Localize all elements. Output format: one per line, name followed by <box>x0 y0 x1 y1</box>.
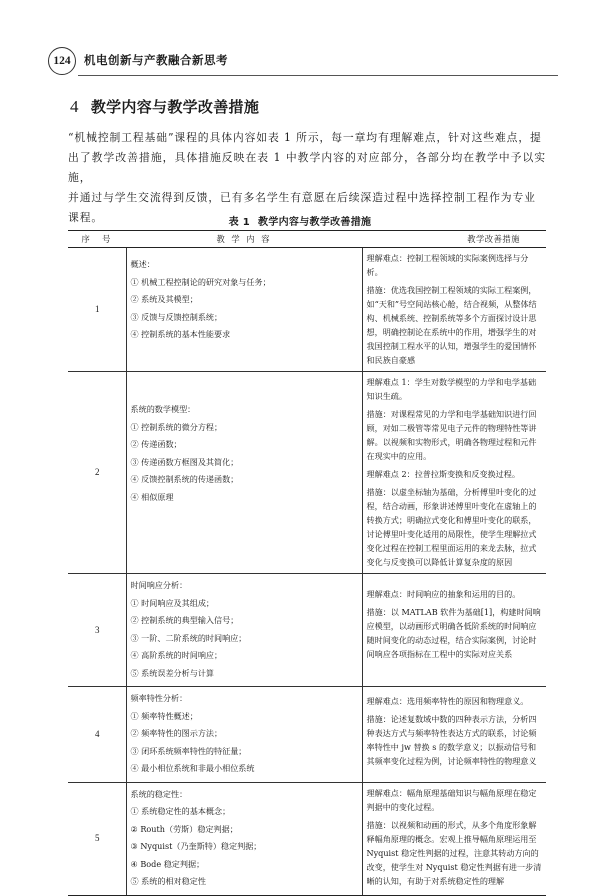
row-seq: 3 <box>68 574 126 687</box>
section-number: 4 <box>70 97 79 116</box>
row-content <box>126 782 362 895</box>
measure-paragraph: 理解难点：时间响应的抽象和运用的目的。 <box>366 589 521 599</box>
running-header <box>48 47 558 75</box>
content-item: ① 控制系统的微分方程； <box>130 421 223 432</box>
measure-paragraph: 措施：以虚坐标轴为基础，分析傅里叶变化的过程，结合动画，形象讲述傅里叶变化在虚轴上的转换方式；明确拉式变化和傅里叶变化的联系，讨论傅里叶变化适用的局限性，使学生理解拉式变化过程在控制工程里面运用的来龙去脉，拉式变化与反变换可以降低计算复杂度的原因 <box>366 487 537 567</box>
header-seq: 序 号 <box>68 231 126 248</box>
table-row <box>68 248 546 372</box>
row-content <box>126 687 362 783</box>
content-item: ① 时间响应及其组成； <box>130 597 215 608</box>
content-item: ② Routh（劳斯）稳定判据； <box>130 823 238 834</box>
row-measure <box>362 248 546 372</box>
measure-paragraph: 措施：以 MATLAB 软件为基础[1]，构建时间响应模型，以动画形式明确各低阶系统的时间响应随时间变化的动态过程，结合实际案例，讨论时间响应各项指标在工程中的实际对应关系 <box>366 607 541 659</box>
content-item: ③ 传递函数方框图及其简化； <box>130 456 239 467</box>
section-title: 教学内容与教学改善措施 <box>90 98 260 116</box>
table-row <box>68 687 546 783</box>
content-item: ③ 一阶、二阶系统的时间响应； <box>130 632 247 643</box>
header-content: 教 学 内 容 <box>126 231 362 248</box>
intro-line: 出了教学改善措施，具体措施反映在表 1 中教学内容的对应部分，各部分均在教学中予以实施， <box>68 151 546 184</box>
content-item: ④ 反馈控制系统的传递函数； <box>130 474 239 484</box>
content-item: ② 传递函数； <box>130 439 182 449</box>
content-item: ⑤ 系统的相对稳定性 <box>130 876 206 886</box>
header-rule <box>78 75 558 76</box>
content-item: ① 频率特性概述； <box>130 710 198 721</box>
table-row <box>68 372 546 574</box>
content-item: ② 系统及其模型； <box>130 294 198 304</box>
intro-line: 并通过与学生交流得到反馈，已有多名学生有意愿在后续深造过程中选择控制工程作为专业 <box>68 191 536 204</box>
measure-paragraph: 措施：对课程常见的力学和电学基础知识进行回顾，对如二极管等常见电子元件的物理特性等讲解。以视频和实物形式，明确各物理过程和元件在现实中的应用。 <box>366 409 537 461</box>
table-caption-label: 表 1 <box>228 217 251 228</box>
content-item: ② 频率特性的图示方法； <box>130 728 223 738</box>
table-caption <box>0 213 600 228</box>
row-seq: 2 <box>68 372 126 574</box>
content-item: ④ 相似原理 <box>130 491 174 502</box>
table-row <box>68 782 546 895</box>
content-item: 时间响应分析： <box>130 580 188 590</box>
content-item: 系统的数学模型： <box>130 404 196 414</box>
content-item: ④ 最小相位系统和非最小相位系统 <box>130 763 255 773</box>
measure-paragraph: 理解难点 1：学生对数学模型的力学和电学基础知识生疏。 <box>366 377 537 401</box>
row-seq: 4 <box>68 687 126 783</box>
table-caption-title: 教学内容与教学改善措施 <box>258 217 372 228</box>
content-item: 系统的稳定性： <box>130 788 188 799</box>
content-item: ⑤ 系统误差分析与计算 <box>130 667 215 678</box>
row-measure <box>362 782 546 895</box>
row-seq: 1 <box>68 248 126 372</box>
content-item: ① 机械工程控制论的研究对象与任务； <box>130 276 271 287</box>
teaching-table <box>68 230 546 896</box>
measure-paragraph: 措施：以视频和动画的形式，从多个角度形象解释幅角原理的概念。宏观上推导幅角原理运用至 Nyquist 稳定性判据的过程，注意其转动方向的改变，使学生对 Nyquist 稳定性判据有进一步清晰的认知，有助于对系统稳定性的理解 <box>366 819 542 886</box>
row-content <box>126 574 362 687</box>
content-item: ① 系统稳定性的基本概念； <box>130 806 231 816</box>
section-heading <box>70 96 259 117</box>
measure-paragraph: 措施：论述复数域中数的四种表示方法，分析四种表达方式与频率特性表达方式的联系，讨论频率特性中 jw 替换 s 的数学意义；以振动信号和其频率变化过程为例，讨论频率特性的物理意义 <box>366 714 537 766</box>
page-number-badge: 124 <box>48 47 76 75</box>
intro-line: “机械控制工程基础”课程的具体内容如表 1 所示，每一章均有理解难点，针对这些难点，提 <box>68 131 542 144</box>
content-item: ③ 反馈与反馈控制系统； <box>130 311 223 322</box>
content-item: ③ 闭环系统频率特性的特征量； <box>130 745 247 756</box>
row-measure <box>362 574 546 687</box>
row-measure <box>362 687 546 783</box>
row-content <box>126 248 362 372</box>
measure-paragraph: 理解难点：控制工程领域的实际案例选择与分析。 <box>366 253 529 277</box>
book-title: 机电创新与产教融合新思考 <box>84 53 228 67</box>
content-item: ④ Bode 稳定判据； <box>130 858 205 869</box>
measure-paragraph: 理解难点：选用频率特性的原因和物理意义。 <box>366 696 529 706</box>
table-row <box>68 574 546 687</box>
teaching-table-wrapper <box>68 230 546 896</box>
content-item: ④ 控制系统的基本性能要求 <box>130 329 231 339</box>
row-seq: 5 <box>68 782 126 895</box>
header-measure: 教学改善措施 <box>362 231 546 248</box>
content-item: 频率特性分析： <box>130 693 188 703</box>
content-item: 概述： <box>130 259 155 269</box>
content-item: ② 控制系统的典型输入信号； <box>130 615 239 625</box>
intro-line: 课程。 <box>68 211 104 224</box>
measure-paragraph: 理解难点 2：拉普拉斯变换和反变换过程。 <box>366 469 520 479</box>
row-content <box>126 372 362 574</box>
content-item: ④ 高阶系统的时间响应； <box>130 650 223 660</box>
row-measure <box>362 372 546 574</box>
table-header-row <box>68 231 546 248</box>
measure-paragraph: 理解难点：幅角原理基础知识与幅角原理在稳定判据中的变化过程。 <box>366 787 537 812</box>
content-item: ③ Nyquist（乃奎斯特）稳定判据； <box>130 841 262 851</box>
measure-paragraph: 措施：优选我国控制工程领域的实际工程案例，如“天和”号空间站核心舱，结合视频，从整体结构、机械系统、控制系统等多个方面探讨设计思想，明确控制论在系统中的作用，增强学生的对我国控制工程水平的认知，增强学生的爱国情怀和民族自豪感 <box>366 285 537 365</box>
